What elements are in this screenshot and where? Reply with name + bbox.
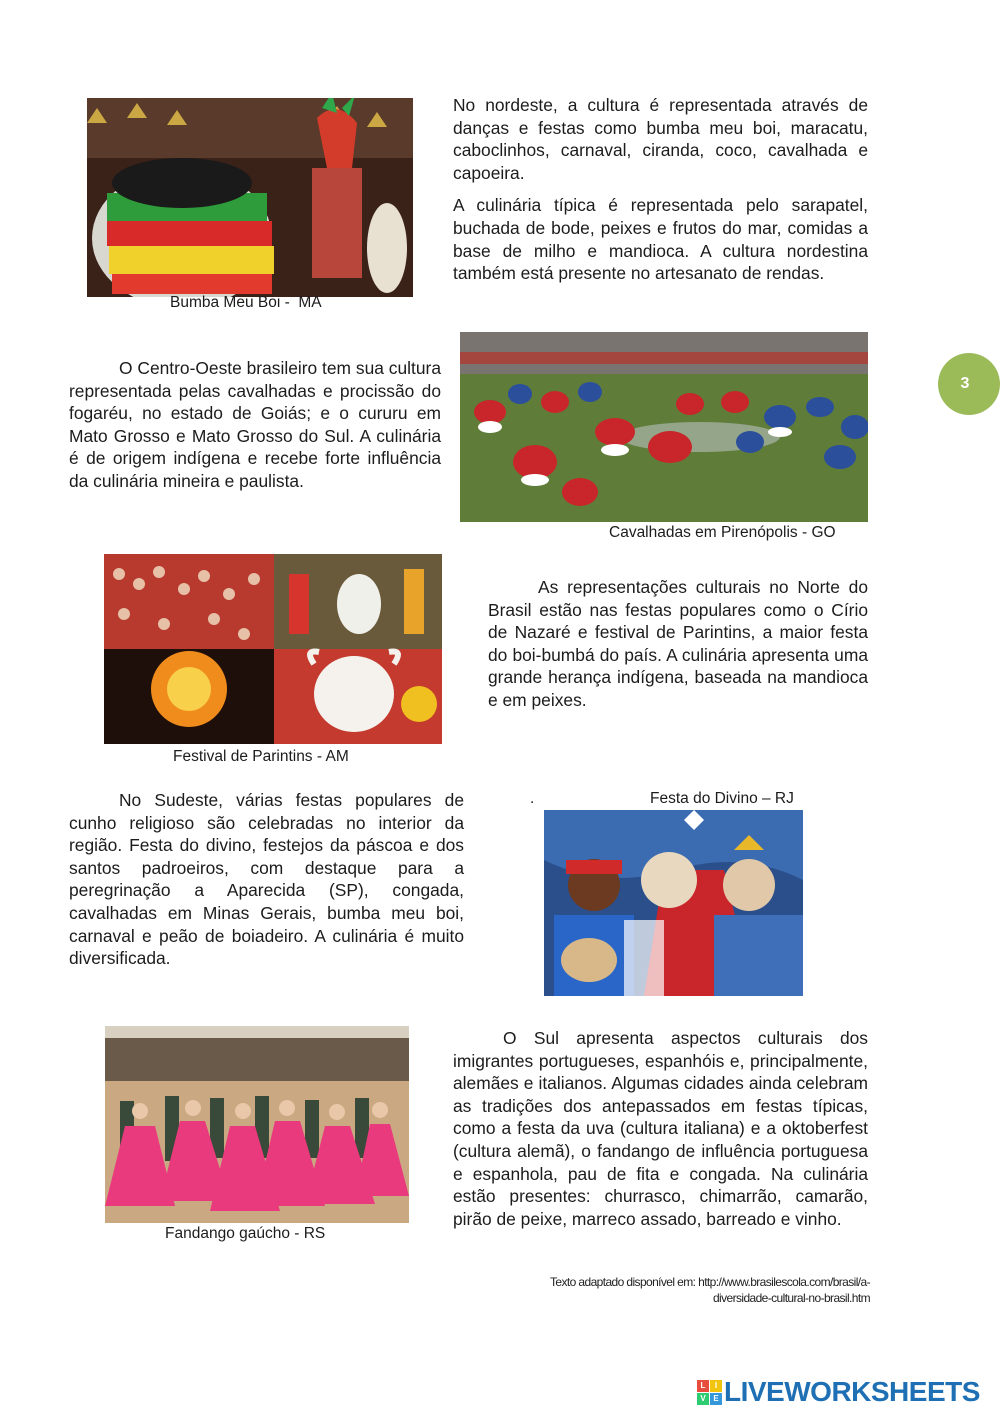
festival-parintins-caption: Festival de Parintins - AM xyxy=(173,748,349,765)
sudeste-paragraph: No Sudeste, várias festas populares de cunho religioso são celebradas no interior da região. Festa do divino, festejos da páscoa e dos santos padroeiros, com destaque para a peregrinação a Aparecida (SP), congada, cavalhadas em Minas Gerais, bumba meu boi, carnaval e peão de boiadeiro. A culinária é muito diversificada. xyxy=(69,790,464,969)
source-citation xyxy=(500,1274,870,1306)
centro-oeste-paragraph: O Centro-Oeste brasileiro tem sua cultura representada pelas cavalhadas e procissão do fogaréu, no estado de Goiás; e o cururu em Mato Grosso e Mato Grosso do Sul. A culinária é de origem indígena e recebe forte influência da culinária mineira e paulista. xyxy=(69,358,441,491)
festa-do-divino-photo xyxy=(544,810,803,996)
liveworksheets-logo-text: LIVEWORKSHEETS xyxy=(724,1376,980,1407)
logo-mark-l: L xyxy=(697,1380,709,1392)
logo-mark-v: V xyxy=(697,1393,709,1405)
fandango-gaucho-photo xyxy=(105,1026,409,1223)
festival-parintins-photo xyxy=(104,554,442,744)
festa-do-divino-caption: Festa do Divino – RJ xyxy=(650,790,794,807)
nordeste-text xyxy=(453,94,868,285)
liveworksheets-logo[interactable] xyxy=(697,1376,980,1408)
fandango-gaucho-caption: Fandango gaúcho - RS xyxy=(165,1225,326,1242)
bumba-meu-boi-caption: Bumba Meu Boi - MA xyxy=(170,294,322,311)
nordeste-paragraph-2: A culinária típica é representada pelo sarapatel, buchada de bode, peixes e frutos do mar, comidas a base de milho e mandioca. A cultura nordestina também está presente no artesanato de rendas. xyxy=(453,195,868,284)
cavalhadas-photo xyxy=(460,332,868,522)
nordeste-paragraph-1: No nordeste, a cultura é representada através de danças e festas como bumba meu boi, maracatu, caboclinhos, carnaval, ciranda, coco, cavalhada e capoeira. xyxy=(453,95,868,183)
sul-paragraph: O Sul apresenta aspectos culturais dos imigrantes portugueses, espanhóis e, principalmente, alemães e italianos. Algumas cidades ainda celebram as tradições dos antepassados em festas típicas, como a festa da uva (cultura italiana) e a oktoberfest (cultura alemã), o fandango de influência portuguesa e espanhola, pau de fita e congada. Na culinária estão presentes: churrasco, chimarrão, camarão, pirão de peixe, marreco assado, barreado e vinho. xyxy=(453,1028,868,1229)
sudeste-dot: . xyxy=(530,790,535,807)
norte-paragraph: As representações culturais no Norte do Brasil estão nas festas populares como o Círio de Nazaré e festival de Parintins, a maior festa do boi-bumbá do país. A culinária apresenta uma grande herança indígena, baseada na mandioca e em peixes. xyxy=(488,577,868,710)
logo-mark-i: I xyxy=(710,1380,722,1392)
source-line-2: diversidade-cultural-no-brasil.htm xyxy=(712,1291,870,1305)
liveworksheets-logo-icon xyxy=(697,1380,722,1405)
page-number-badge: 3 xyxy=(938,353,1000,415)
source-line-1: Texto adaptado disponível em: http://www.brasilescola.com/brasil/a- xyxy=(550,1275,870,1289)
logo-mark-e: E xyxy=(710,1393,722,1405)
bumba-meu-boi-photo xyxy=(87,98,413,297)
cavalhadas-caption: Cavalhadas em Pirenópolis - GO xyxy=(609,524,836,541)
